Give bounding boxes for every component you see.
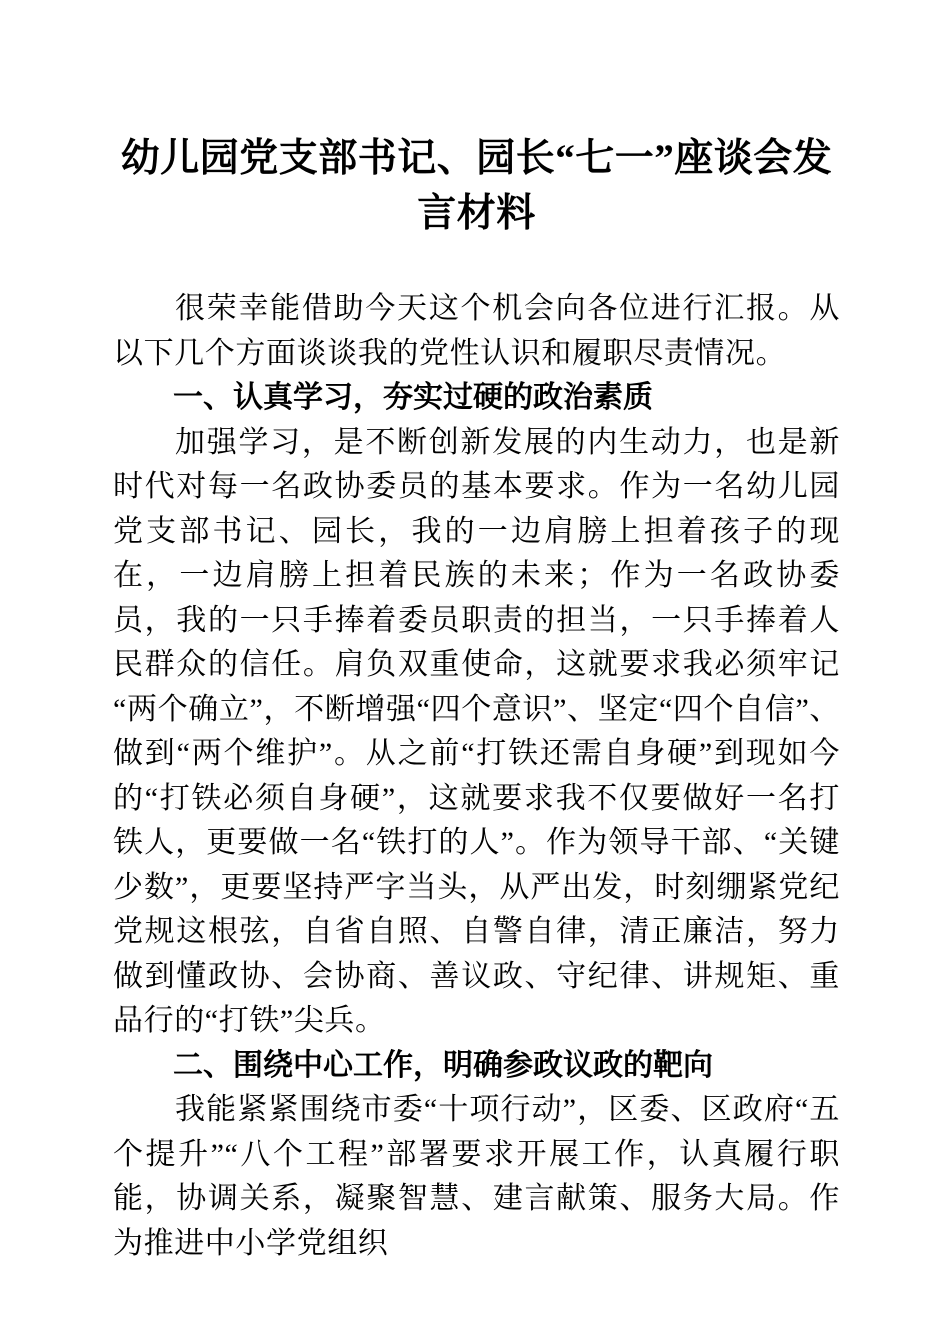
document-title-line-2: 材料: [456, 192, 536, 235]
page-content-column: [113, 0, 840, 1266]
section-heading-two: 二、围绕中心工作，明确参政议政的靶向: [173, 1048, 713, 1082]
document-title-line-1: 幼儿园党支部书记、园长“七一”座谈会发言: [120, 137, 833, 235]
document-title: [113, 0, 840, 241]
title-body-spacer: [113, 241, 840, 287]
section-heading-one: 一、认真学习，夯实过硬的政治素质: [173, 381, 653, 414]
intro-paragraph: 很荣幸能借助今天这个机会向各位进行汇报。从以下几个方面谈谈我的党性认识和履职尽责情况。: [113, 292, 840, 370]
section-two-paragraph: 我能紧紧围绕市委“十项行动”，区委、区政府“五个提升”“八个工程”部署要求开展工作，认真履行职能，协调关系，凝聚智慧、建言献策、服务大局。作为推进中小学党组织: [113, 1093, 840, 1260]
section-one-paragraph: 加强学习，是不断创新发展的内生动力，也是新时代对每一名政协委员的基本要求。作为一名幼儿园党支部书记、园长，我的一边肩膀上担着孩子的现在，一边肩膀上担着民族的未来；作为一名政协委员，我的一只手捧着委员职责的担当，一只手捧着人民群众的信任。肩负双重使命，这就要求我必须牢记“两个确立”，不断增强“四个意识”、坚定“四个自信”、做到“两个维护”。从之前“打铁还需自身硬”到现如今的“打铁必须自身硬”，这就要求我不仅要做好一名打铁人，更要做一名“铁打的人”。作为领导干部、“关键少数”，更要坚持严字当头，从严出发，时刻绷紧党纪党规这根弦，自省自照、自警自律，清正廉洁，努力做到懂政协、会协商、善议政、守纪律、讲规矩、重品行的“打铁”尖兵。: [113, 425, 840, 1037]
